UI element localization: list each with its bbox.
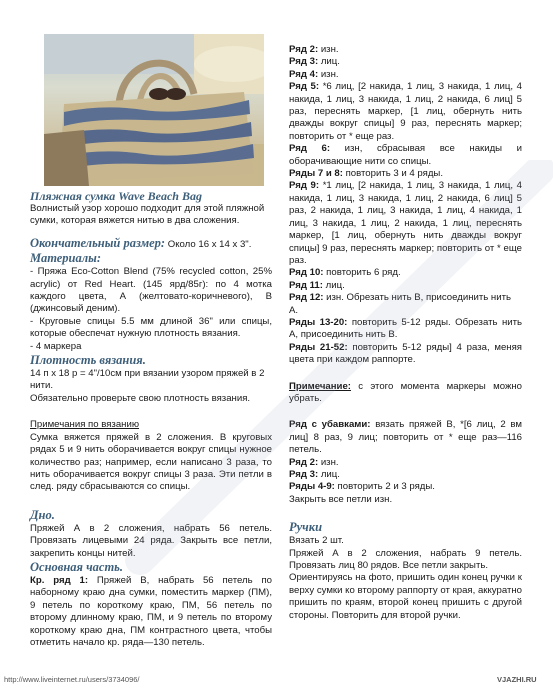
main-round-label: Кр. ряд 1: <box>30 574 89 586</box>
row-10-label: Ряд 10: <box>289 267 324 279</box>
decrease-row-label: Ряд с убавками: <box>289 419 371 431</box>
rows-21-52 <box>289 342 522 367</box>
materials-item-3: - 4 маркера <box>30 340 82 352</box>
main-part-heading: Основная часть. <box>30 559 124 574</box>
dec-row-3-text: лиц. <box>318 469 340 480</box>
materials-item-2: - Круговые спицы 5.5 мм длиной 36" или спицы, которые обеспечат нужную плотность вязания. <box>30 315 272 340</box>
row-10-text: повторить 6 ряд. <box>323 267 401 279</box>
dec-rows-4-9-label: Ряды 4-9: <box>289 481 335 493</box>
dec-row-3-label: Ряд 3: <box>289 469 319 480</box>
handles-heading: Ручки <box>289 520 323 535</box>
bind-off-text: Закрыть все петли изн. <box>289 493 393 505</box>
row-10 <box>289 267 522 279</box>
row-4-label: Ряд 4: <box>289 68 319 80</box>
intro-text: Волнистый узор хорошо подходит для этой пляжной сумки, которая вяжется нитью в два сложения. <box>30 203 265 227</box>
markers-note-label: Примечание: <box>289 380 351 392</box>
dec-row-2-label: Ряд 2: <box>289 456 319 468</box>
handles-count: Вязать 2 шт. <box>289 535 344 547</box>
dec-row-3 <box>289 469 522 481</box>
notes-heading: Примечания по вязанию <box>30 419 140 431</box>
row-12-text: изн. Обрезать нить В, присоединить нить А. <box>289 292 511 316</box>
size-line <box>30 236 272 251</box>
main-round-text: Пряжей В, набрать 56 петель по наборному краю дна сумки, поместить маркер (ПМ), 9 петель по короткому краю, ПМ, 56 петель по второму длинному краю, ПМ, и 9 петель по второму короткому краю дна, ПМ контрастного цвета, чтобы отметить начало кр. ряда—130 петель. <box>30 574 272 648</box>
row-3 <box>289 56 522 68</box>
row-9-text: *1 лиц, [2 накида, 1 лиц, 3 накида, 1 лиц, 4 накида, 1 лиц, 3 накида, 1 лиц, 2 накида, 6 лиц] 5 раз, 2 накида, 1 лиц, 3 накида, 1 лиц, 4 накида, 1 лиц, 3 накида, 1 лиц, 2 накида, 1 лиц, переснять маркер, [1 лиц, обернуть нить дважды вокруг спицы] 9 раз, переснять маркер; повторить от * еще раз. <box>289 180 522 266</box>
source-url: http://www.liveinternet.ru/users/3734096/ <box>4 675 140 684</box>
row-5-label: Ряд 5: <box>289 81 320 93</box>
rows-7-8-text: повторить 3 и 4 ряды. <box>342 168 443 180</box>
row-5-text: *6 лиц, [2 накида, 1 лиц, 3 накида, 1 лиц, 4 накида, 1 лиц, 3 накида, 1 лиц, 2 накида, 6 лиц] 5 раз, переснять маркер, [1 лиц, обернуть нить дважды вокруг спицы] 9 раз, переснять маркер; повторить от * еще раз. <box>289 81 522 142</box>
markers-note-text: с этого момента маркеры можно убрать. <box>289 380 522 404</box>
dec-rows-4-9 <box>289 481 522 493</box>
gauge-heading: Плотность вязания. <box>30 353 146 368</box>
size-value: Около 16 x 14 x 3". <box>165 238 252 250</box>
rows-13-20-label: Ряды 13-20: <box>289 316 348 328</box>
row-11-text: лиц. <box>322 279 345 291</box>
markers-note <box>289 381 522 406</box>
row-9 <box>289 180 522 267</box>
bag-photo <box>44 34 264 186</box>
row-4-text: изн. <box>318 68 339 80</box>
rows-13-20-text: повторить 5-12 ряды. Обрезать нить А, присоединить нить В. <box>289 316 522 341</box>
row-4 <box>289 69 522 81</box>
row-12 <box>289 292 522 317</box>
decrease-row-text: вязать пряжей В, *[6 лиц, 2 вм лиц] 8 раз, 9 лиц; повторить от * еще раз—116 петель. <box>289 419 522 456</box>
handles-attach: Ориентируясь на фото, пришить один конец ручки к верху сумки ко второму раппорту от края, аккуратно пришить по краям, второй конец пришить с другой стороны. Повторить для второй ручки. <box>289 572 522 621</box>
row-11-label: Ряд 11: <box>289 279 323 291</box>
row-2 <box>289 44 522 56</box>
gauge-text-1: 14 п х 18 р = 4"/10см при вязании узором пряжей в 2 нити. <box>30 368 265 392</box>
size-label: Окончательный размер: <box>30 235 166 250</box>
site-logo-text: VJAZHI.RU <box>497 675 537 684</box>
main-part-text <box>30 575 272 649</box>
row-2-label: Ряд 2: <box>289 44 319 55</box>
dec-rows-4-9-text: повторить 2 и 3 ряды. <box>334 481 435 493</box>
rows-7-8-label: Ряды 7 и 8: <box>289 168 343 180</box>
row-9-label: Ряд 9: <box>289 180 320 192</box>
materials-heading: Материалы: <box>30 251 101 266</box>
handles-cast-on: Пряжей А в 2 сложения, набрать 9 петель. Провязать лиц 80 рядов. Все петли закрыть. <box>289 547 522 572</box>
rows-21-52-label: Ряды 21-52: <box>289 341 348 353</box>
rows-13-20 <box>289 317 522 342</box>
right-column <box>289 44 522 622</box>
left-column <box>30 189 272 649</box>
rows-7-8 <box>289 168 522 180</box>
row-12-label: Ряд 12: <box>289 292 324 304</box>
row-3-label: Ряд 3: <box>289 56 319 68</box>
dec-row-2 <box>289 457 522 469</box>
decrease-row <box>289 419 522 456</box>
article-title: Пляжная сумка Wave Beach Bag <box>30 189 202 203</box>
bottom-text: Пряжей А в 2 сложения, набрать 56 петель. Провязать лицевыми 24 ряда. Закрыть все петли, закрепить концы нитей. <box>30 522 272 559</box>
rows-21-52-text: повторить 5-12 ряды] 4 раза, меняя цвета при каждом раппорте. <box>289 341 522 366</box>
row-6 <box>289 143 522 168</box>
row-5 <box>289 81 522 143</box>
dec-row-2-text: изн. <box>318 456 339 468</box>
materials-item-1: - Пряжа Eco-Cotton Blend (75% recycled cotton, 25% acrylic) от Red Heart. (145 ярд/85г): по 4 мотка каждого цвета, А (желтовато-коричневого), В (джинсовый деним). <box>30 266 272 315</box>
row-11 <box>289 280 522 292</box>
row-3-text: лиц. <box>318 56 340 68</box>
bottom-heading: Дно. <box>30 507 55 522</box>
gauge-text-2: Обязательно проверьте свою плотность вязания. <box>30 392 251 404</box>
row-6-text: изн, сбрасывая все накиды и оборачивающие нити со спицы. <box>289 143 523 167</box>
row-2-text: изн. <box>318 44 339 55</box>
row-6-label: Ряд 6: <box>289 143 331 155</box>
notes-text: Сумка вяжется пряжей в 2 сложения. В круговых рядах 5 и 9 нить оборачивается вокруг спицы нужное количество раз; например, если написано 3 раза, то нить оборачивается вокруг спицы 3 раза. Эти петли в след. ряду сбрасываются со спицы. <box>30 431 272 493</box>
